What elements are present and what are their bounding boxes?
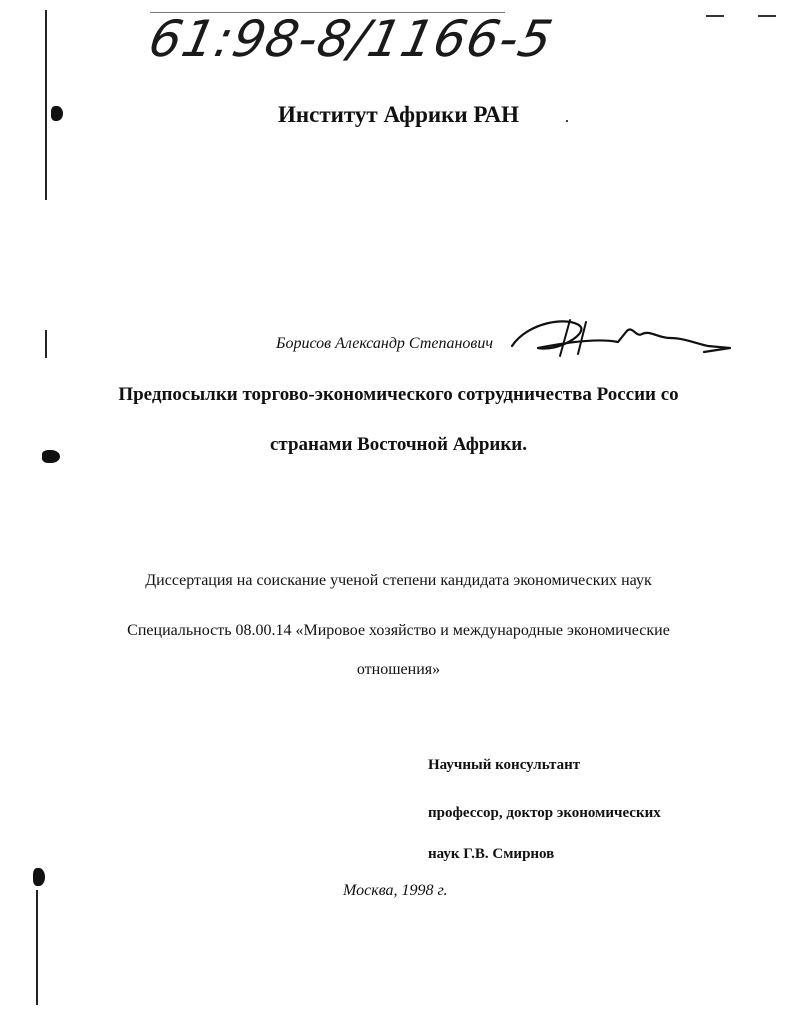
specialty-line-1: Специальность 08.00.14 «Мировое хозяйство и международные экономические <box>127 622 670 639</box>
dissertation-title-line-1: Предпосылки торгово-экономического сотрудничества России со <box>118 384 679 405</box>
consultant-title-line-2: наук Г.В. Смирнов <box>428 846 555 862</box>
left-margin-line <box>45 330 47 358</box>
consultant-title-line-1: профессор, доктор экономических <box>428 805 661 821</box>
binding-hole-mark <box>33 868 45 886</box>
top-rule-dash <box>706 15 724 17</box>
author-name: Борисов Александр Степанович <box>276 335 493 352</box>
consultant-role: Научный консультант <box>428 757 581 773</box>
institute-name: Институт Африки РАН <box>278 102 519 127</box>
handwritten-catalog-code: 61:98-8/1166-5 <box>143 10 559 68</box>
top-rule-dash <box>758 15 776 17</box>
city-year: Москва, 1998 г. <box>343 882 448 899</box>
specialty-line-2: отношения» <box>356 661 441 678</box>
author-signature <box>508 312 738 362</box>
dissertation-title-line-2: странами Восточной Африки. <box>269 434 527 455</box>
degree-statement: Диссертация на соискание ученой степени кандидата экономических наук <box>145 572 652 589</box>
left-margin-line <box>36 890 38 1005</box>
